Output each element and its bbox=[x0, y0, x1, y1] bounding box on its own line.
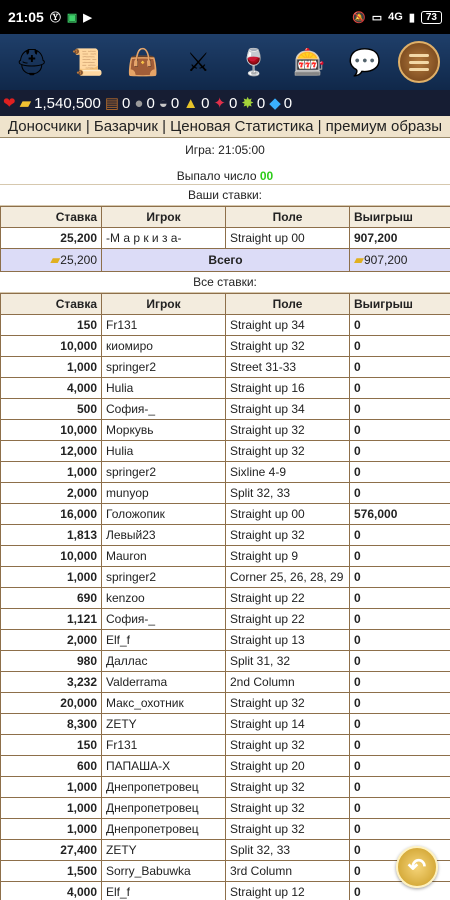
stake-cell: 1,000 bbox=[1, 357, 102, 378]
player-cell[interactable]: Elf_f bbox=[102, 630, 226, 651]
win-cell: 0 bbox=[350, 441, 450, 462]
menu-button[interactable] bbox=[398, 41, 440, 83]
win-cell: 907,200 bbox=[350, 228, 450, 249]
resource-value: 0 bbox=[201, 94, 210, 112]
player-cell[interactable]: munyop bbox=[102, 483, 226, 504]
bag-icon[interactable]: 👜 bbox=[126, 46, 159, 77]
back-arrow-icon: ↶ bbox=[407, 854, 427, 879]
resource-item bbox=[183, 95, 209, 112]
roulette-icon[interactable]: 🎰 bbox=[293, 46, 326, 77]
table-row bbox=[1, 228, 450, 249]
table-row bbox=[1, 651, 450, 672]
stake-cell: 10,000 bbox=[1, 420, 102, 441]
table-row bbox=[1, 462, 450, 483]
all-bets-table bbox=[0, 293, 450, 900]
crystal-icon: ✦ bbox=[213, 95, 226, 112]
table-row bbox=[1, 588, 450, 609]
stake-cell: 8,300 bbox=[1, 714, 102, 735]
table-row bbox=[1, 378, 450, 399]
resource-value: 0 bbox=[228, 94, 238, 112]
field-cell: Straight up 12 bbox=[226, 882, 350, 900]
field-cell: Corner 25, 26, 28, 29 bbox=[226, 567, 350, 588]
player-cell[interactable]: Mauron bbox=[102, 546, 226, 567]
field-cell: Straight up 32 bbox=[226, 735, 350, 756]
nav-informers[interactable]: Доносчики bbox=[7, 118, 82, 135]
resource-value: 0 bbox=[122, 94, 131, 112]
player-cell[interactable]: Elf_f bbox=[102, 882, 226, 900]
win-cell: 0 bbox=[350, 399, 450, 420]
win-cell: 576,000 bbox=[350, 504, 450, 525]
field-cell: Straight up 00 bbox=[226, 228, 350, 249]
game-time: Игра: 21:05:00 bbox=[185, 143, 265, 157]
your-bets-table bbox=[0, 206, 450, 272]
mute-icon: 🔕 bbox=[352, 11, 366, 24]
player-cell[interactable]: Fr131 bbox=[102, 315, 226, 336]
nav-bazaar[interactable]: Базарчик bbox=[93, 118, 158, 135]
iron-icon: ◒ bbox=[158, 94, 168, 112]
win-cell: 0 bbox=[350, 336, 450, 357]
stake-cell: 1,000 bbox=[1, 819, 102, 840]
your-bets-title: Ваши ставки: bbox=[0, 185, 450, 206]
resource-item bbox=[269, 94, 292, 112]
col-win: Выигрыш bbox=[350, 294, 450, 315]
player-cell[interactable]: Valderrama bbox=[102, 672, 226, 693]
field-cell: Straight up 22 bbox=[226, 588, 350, 609]
stake-cell: 150 bbox=[1, 735, 102, 756]
stake-cell: 1,121 bbox=[1, 609, 102, 630]
gold-icon: ▰ bbox=[354, 252, 364, 267]
stake-cell: 16,000 bbox=[1, 504, 102, 525]
stake-cell: 1,000 bbox=[1, 798, 102, 819]
youtube-icon: ▶ bbox=[83, 11, 92, 24]
game-icon-bar bbox=[0, 34, 450, 90]
win-cell: 0 bbox=[350, 756, 450, 777]
game-result bbox=[0, 159, 450, 185]
table-row bbox=[1, 567, 450, 588]
field-cell: Straight up 32 bbox=[226, 420, 350, 441]
win-cell: 0 bbox=[350, 672, 450, 693]
table-row bbox=[1, 861, 450, 882]
stake-cell: 600 bbox=[1, 756, 102, 777]
field-cell: Sixline 4-9 bbox=[226, 462, 350, 483]
clock: 21:05 bbox=[8, 9, 44, 25]
win-cell: 0 bbox=[350, 525, 450, 546]
total-win: ▰907,200 bbox=[350, 249, 450, 272]
stake-cell: 1,500 bbox=[1, 861, 102, 882]
win-cell: 0 bbox=[350, 777, 450, 798]
player-cell[interactable]: Моркувь bbox=[102, 420, 226, 441]
resource-value: 0 bbox=[283, 94, 293, 112]
player-cell[interactable]: ZETY bbox=[102, 840, 226, 861]
field-cell: Split 32, 33 bbox=[226, 840, 350, 861]
field-cell: Straight up 34 bbox=[226, 315, 350, 336]
nav-links: Доносчики | Базарчик | Ценовая Статистика | премиум образы bbox=[0, 116, 450, 138]
col-field: Поле bbox=[226, 207, 350, 228]
field-cell: Straight up 34 bbox=[226, 399, 350, 420]
volte-icon: ▭ bbox=[371, 11, 383, 24]
field-cell: Split 31, 32 bbox=[226, 651, 350, 672]
resource-item bbox=[134, 95, 154, 112]
table-row bbox=[1, 882, 450, 900]
field-cell: Straight up 20 bbox=[226, 756, 350, 777]
field-cell: Straight up 00 bbox=[226, 504, 350, 525]
diamond-icon: ◆ bbox=[269, 95, 281, 112]
stake-cell: 25,200 bbox=[1, 228, 102, 249]
player-cell[interactable]: киомиро bbox=[102, 336, 226, 357]
win-cell: 0 bbox=[350, 483, 450, 504]
status-bar bbox=[0, 0, 450, 34]
resource-item bbox=[20, 94, 101, 112]
table-row bbox=[1, 609, 450, 630]
player-cell[interactable]: ПАПАША-Х bbox=[102, 756, 226, 777]
notification-y-icon: Ⓨ bbox=[49, 12, 61, 24]
col-field: Поле bbox=[226, 294, 350, 315]
win-cell: 0 bbox=[350, 882, 450, 900]
stake-cell: 1,813 bbox=[1, 525, 102, 546]
player-cell[interactable]: София-_ bbox=[102, 609, 226, 630]
col-stake: Ставка bbox=[1, 207, 102, 228]
player-cell[interactable]: Макс_охотник bbox=[102, 693, 226, 714]
player-cell[interactable]: Sorry_Babuwka bbox=[102, 861, 226, 882]
table-row bbox=[1, 735, 450, 756]
field-cell: Straight up 32 bbox=[226, 693, 350, 714]
resource-item bbox=[3, 94, 16, 112]
col-win: Выигрыш bbox=[350, 207, 450, 228]
stake-cell: 150 bbox=[1, 315, 102, 336]
table-row bbox=[1, 525, 450, 546]
field-cell: Straight up 32 bbox=[226, 441, 350, 462]
stone-icon: ● bbox=[134, 94, 144, 112]
table-row bbox=[1, 756, 450, 777]
table-row bbox=[1, 315, 450, 336]
stake-cell: 500 bbox=[1, 399, 102, 420]
table-row bbox=[1, 336, 450, 357]
player-cell[interactable]: София-_ bbox=[102, 399, 226, 420]
resource-item bbox=[159, 95, 179, 112]
notification-app-icon: ▣ bbox=[66, 11, 78, 24]
table-row bbox=[1, 798, 450, 819]
player-cell[interactable]: Hulia bbox=[102, 378, 226, 399]
stake-cell: 4,000 bbox=[1, 378, 102, 399]
table-row bbox=[1, 420, 450, 441]
field-cell: Straight up 32 bbox=[226, 798, 350, 819]
heart-icon: ❤ bbox=[3, 95, 16, 112]
player-cell[interactable]: kenzoo bbox=[102, 588, 226, 609]
all-bets-title: Все ставки: bbox=[0, 272, 450, 293]
field-cell: 2nd Column bbox=[226, 672, 350, 693]
win-cell: 0 bbox=[350, 840, 450, 861]
stake-cell: 3,232 bbox=[1, 672, 102, 693]
nav-price-stats[interactable]: Ценовая Статистика bbox=[170, 118, 314, 135]
col-stake: Ставка bbox=[1, 294, 102, 315]
win-cell: 0 bbox=[350, 546, 450, 567]
total-label: Всего bbox=[102, 249, 350, 272]
table-row bbox=[1, 504, 450, 525]
player-cell[interactable]: -М а р к и з а- bbox=[102, 228, 226, 249]
win-cell: 0 bbox=[350, 462, 450, 483]
stake-cell: 10,000 bbox=[1, 546, 102, 567]
scroll-map-icon[interactable]: 📜 bbox=[71, 46, 104, 77]
sulfur-icon: ▲ bbox=[183, 94, 199, 112]
gold-bars-icon: ▰ bbox=[19, 95, 32, 112]
field-cell: Straight up 32 bbox=[226, 525, 350, 546]
knight-helmet-icon[interactable]: ⛑ bbox=[15, 46, 49, 77]
result-label: Выпало число bbox=[176, 169, 257, 183]
roulette-results bbox=[0, 138, 450, 900]
stake-cell: 12,000 bbox=[1, 441, 102, 462]
player-cell[interactable]: Fr131 bbox=[102, 735, 226, 756]
stake-cell: 1,000 bbox=[1, 567, 102, 588]
player-cell[interactable]: ZETY bbox=[102, 714, 226, 735]
field-cell: Straight up 16 bbox=[226, 378, 350, 399]
player-cell[interactable]: springer2 bbox=[102, 567, 226, 588]
total-row bbox=[1, 249, 450, 272]
table-row bbox=[1, 357, 450, 378]
goblet-icon[interactable]: 🍷 bbox=[237, 46, 270, 77]
win-cell: 0 bbox=[350, 420, 450, 441]
stake-cell: 27,400 bbox=[1, 840, 102, 861]
win-cell: 0 bbox=[350, 357, 450, 378]
wood-icon: ▤ bbox=[104, 95, 120, 112]
player-cell[interactable]: Левый23 bbox=[102, 525, 226, 546]
gold-icon: ▰ bbox=[50, 252, 61, 267]
player-cell[interactable]: Голожопик bbox=[102, 504, 226, 525]
stake-cell: 2,000 bbox=[1, 483, 102, 504]
battery-icon: 73 bbox=[421, 11, 442, 24]
table-row bbox=[1, 630, 450, 651]
gems-icon: ✸ bbox=[241, 95, 254, 112]
network-label: 4G bbox=[388, 11, 403, 23]
field-cell: 3rd Column bbox=[226, 861, 350, 882]
resource-value: 0 bbox=[256, 94, 266, 112]
win-cell: 0 bbox=[350, 735, 450, 756]
stake-cell: 4,000 bbox=[1, 882, 102, 900]
win-cell: 0 bbox=[350, 693, 450, 714]
field-cell: Straight up 14 bbox=[226, 714, 350, 735]
win-cell: 0 bbox=[350, 714, 450, 735]
stake-cell: 1,000 bbox=[1, 462, 102, 483]
stake-cell: 980 bbox=[1, 651, 102, 672]
field-cell: Straight up 32 bbox=[226, 336, 350, 357]
field-cell: Straight up 32 bbox=[226, 777, 350, 798]
stake-cell: 690 bbox=[1, 588, 102, 609]
field-cell: Straight up 22 bbox=[226, 609, 350, 630]
crossed-swords-icon[interactable]: ⚔ bbox=[186, 46, 210, 77]
win-cell: 0 bbox=[350, 609, 450, 630]
resource-value: 1,540,500 bbox=[34, 94, 101, 112]
table-row bbox=[1, 546, 450, 567]
stake-cell: 2,000 bbox=[1, 630, 102, 651]
back-button[interactable] bbox=[396, 846, 438, 888]
player-cell[interactable]: Днепропетровец bbox=[102, 819, 226, 840]
resource-bar bbox=[0, 90, 450, 116]
stake-cell: 10,000 bbox=[1, 336, 102, 357]
win-cell: 0 bbox=[350, 315, 450, 336]
table-row bbox=[1, 483, 450, 504]
resource-value: 0 bbox=[170, 94, 180, 112]
player-cell[interactable]: Днепропетровец bbox=[102, 777, 226, 798]
player-cell[interactable]: Днепропетровец bbox=[102, 798, 226, 819]
field-cell: Split 32, 33 bbox=[226, 483, 350, 504]
win-cell: 0 bbox=[350, 630, 450, 651]
player-cell[interactable]: Даллас bbox=[102, 651, 226, 672]
resource-value: 0 bbox=[146, 94, 155, 112]
field-cell: Straight up 9 bbox=[226, 546, 350, 567]
win-cell: 0 bbox=[350, 798, 450, 819]
table-row bbox=[1, 777, 450, 798]
chat-bubble-icon[interactable]: 💬 bbox=[348, 46, 381, 77]
stake-cell: 20,000 bbox=[1, 693, 102, 714]
win-cell: 0 bbox=[350, 651, 450, 672]
stake-cell: 1,000 bbox=[1, 777, 102, 798]
table-row bbox=[1, 441, 450, 462]
player-cell[interactable]: Hulia bbox=[102, 441, 226, 462]
player-cell[interactable]: springer2 bbox=[102, 357, 226, 378]
win-cell: 0 bbox=[350, 378, 450, 399]
win-cell: 0 bbox=[350, 861, 450, 882]
win-cell: 0 bbox=[350, 567, 450, 588]
table-row bbox=[1, 693, 450, 714]
result-number: 00 bbox=[259, 169, 274, 183]
field-cell: Straight up 13 bbox=[226, 630, 350, 651]
win-cell: 0 bbox=[350, 819, 450, 840]
table-row bbox=[1, 672, 450, 693]
col-player: Игрок bbox=[102, 207, 226, 228]
resource-item bbox=[241, 94, 265, 112]
col-player: Игрок bbox=[102, 294, 226, 315]
player-cell[interactable]: springer2 bbox=[102, 462, 226, 483]
table-row bbox=[1, 714, 450, 735]
table-row bbox=[1, 399, 450, 420]
signal-icon: ▮ bbox=[408, 11, 415, 24]
nav-premium-images[interactable]: премиум образы bbox=[325, 118, 443, 135]
field-cell: Straight up 32 bbox=[226, 819, 350, 840]
total-stake: ▰25,200 bbox=[1, 249, 102, 272]
field-cell: Street 31-33 bbox=[226, 357, 350, 378]
table-row bbox=[1, 819, 450, 840]
resource-item bbox=[213, 94, 237, 112]
table-row bbox=[1, 840, 450, 861]
resource-item bbox=[105, 94, 131, 112]
win-cell: 0 bbox=[350, 588, 450, 609]
